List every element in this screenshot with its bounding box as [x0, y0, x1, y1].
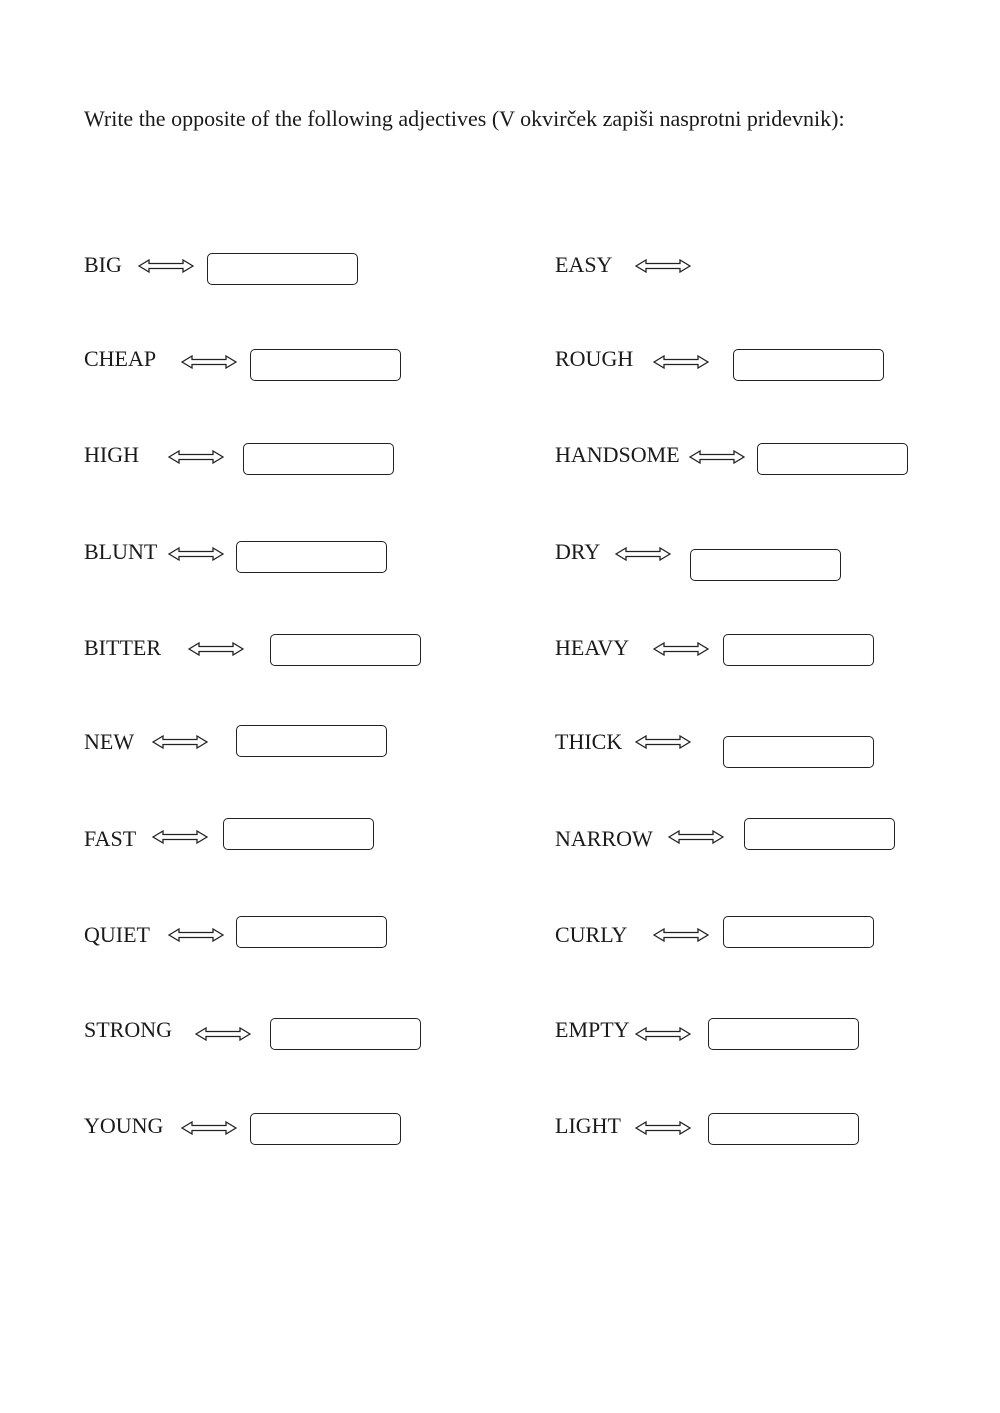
- adjective-label: NARROW: [555, 826, 653, 851]
- adjective-label: BITTER: [84, 635, 161, 660]
- adjective-label: EMPTY: [555, 1017, 630, 1042]
- answer-box-quiet[interactable]: [236, 916, 387, 948]
- double-arrow-icon: [168, 546, 224, 562]
- answer-box-handsome[interactable]: [757, 443, 908, 475]
- double-arrow-icon: [152, 829, 208, 845]
- answer-box-strong[interactable]: [270, 1018, 421, 1050]
- adjective-label: HIGH: [84, 442, 139, 467]
- double-arrow-icon: [188, 641, 244, 657]
- double-arrow-icon: [635, 1120, 691, 1136]
- double-arrow-icon: [635, 1026, 691, 1042]
- adjective-label: EASY: [555, 252, 613, 277]
- answer-box-fast[interactable]: [223, 818, 374, 850]
- answer-box-dry[interactable]: [690, 549, 841, 581]
- adjective-label: STRONG: [84, 1017, 173, 1042]
- instruction-text: Write the opposite of the following adjectives (V okvirček zapiši nasprotni pridevnik):: [84, 106, 845, 131]
- answer-box-curly[interactable]: [723, 916, 874, 948]
- adjective-label: BLUNT: [84, 539, 158, 564]
- answer-box-big[interactable]: [207, 253, 358, 285]
- adjective-label: ROUGH: [555, 346, 634, 371]
- double-arrow-icon: [653, 641, 709, 657]
- adjective-label: YOUNG: [84, 1113, 164, 1138]
- double-arrow-icon: [615, 546, 671, 562]
- double-arrow-icon: [152, 734, 208, 750]
- double-arrow-icon: [653, 354, 709, 370]
- answer-box-empty[interactable]: [708, 1018, 859, 1050]
- answer-box-narrow[interactable]: [744, 818, 895, 850]
- answer-box-high[interactable]: [243, 443, 394, 475]
- double-arrow-icon: [138, 258, 194, 274]
- double-arrow-icon: [168, 449, 224, 465]
- answer-box-cheap[interactable]: [250, 349, 401, 381]
- double-arrow-icon: [668, 829, 724, 845]
- answer-box-blunt[interactable]: [236, 541, 387, 573]
- adjective-label: CHEAP: [84, 346, 157, 371]
- double-arrow-icon: [689, 449, 745, 465]
- double-arrow-icon: [635, 734, 691, 750]
- double-arrow-icon: [181, 1120, 237, 1136]
- adjective-label: NEW: [84, 729, 135, 754]
- answer-box-new[interactable]: [236, 725, 387, 757]
- answer-box-light[interactable]: [708, 1113, 859, 1145]
- adjective-label: QUIET: [84, 922, 150, 947]
- adjective-label: BIG: [84, 252, 122, 277]
- adjective-label: LIGHT: [555, 1113, 621, 1138]
- answer-box-heavy[interactable]: [723, 634, 874, 666]
- adjective-label: HANDSOME: [555, 442, 680, 467]
- double-arrow-icon: [635, 258, 691, 274]
- adjective-label: HEAVY: [555, 635, 630, 660]
- answer-box-bitter[interactable]: [270, 634, 421, 666]
- answer-box-young[interactable]: [250, 1113, 401, 1145]
- adjective-label: CURLY: [555, 922, 628, 947]
- answer-box-rough[interactable]: [733, 349, 884, 381]
- double-arrow-icon: [195, 1026, 251, 1042]
- double-arrow-icon: [168, 927, 224, 943]
- double-arrow-icon: [181, 354, 237, 370]
- adjective-label: THICK: [555, 729, 623, 754]
- answer-box-thick[interactable]: [723, 736, 874, 768]
- double-arrow-icon: [653, 927, 709, 943]
- adjective-label: DRY: [555, 539, 601, 564]
- adjective-label: FAST: [84, 826, 137, 851]
